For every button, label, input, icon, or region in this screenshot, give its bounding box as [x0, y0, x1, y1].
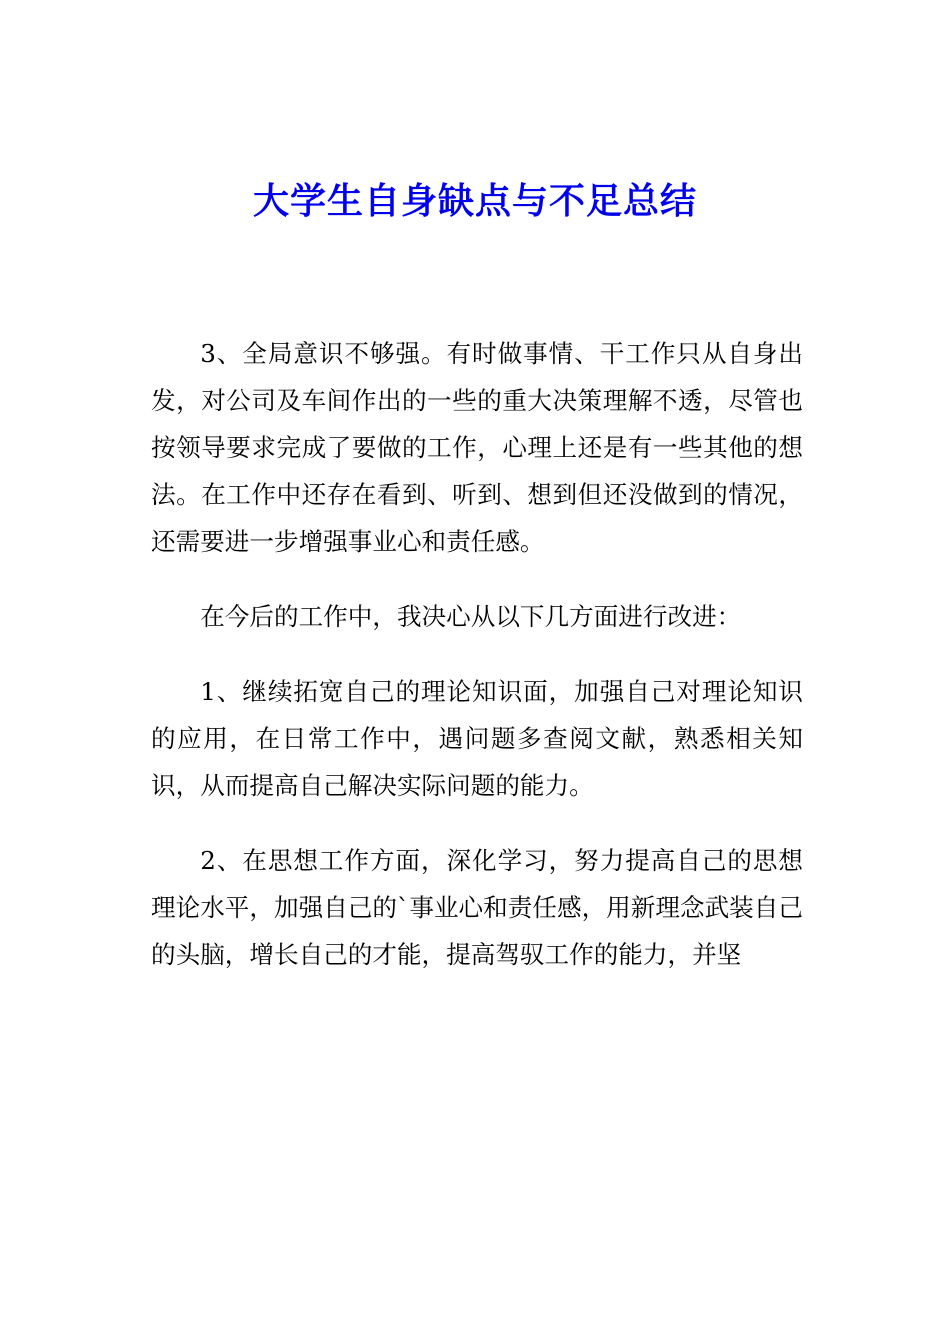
- paragraph-improvement-2: 2、在思想工作方面，深化学习，努力提高自己的思想理论水平，加强自己的`事业心和责任感，用新理念武装自己的头脑，增长自己的才能，提高驾驭工作的能力，并坚: [151, 846, 803, 969]
- paragraph-improvement-1: 1、继续拓宽自己的理论知识面，加强自己对理论知识的应用，在日常工作中，遇问题多查阅文献，熟悉相关知识，从而提高自己解决实际问题的能力。: [151, 677, 803, 800]
- paragraph-improvement-intro: 在今后的工作中，我决心从以下几方面进行改进：: [200, 602, 742, 631]
- document-title: 大学生自身缺点与不足总结: [252, 181, 697, 222]
- document-body: [151, 330, 803, 978]
- paragraph-global-awareness: 3、全局意识不够强。有时做事情、干工作只从自身出发，对公司及车间作出的一些的重大决策理解不透，尽管也按领导要求完成了要做的工作，心理上还是有一些其他的想法。在工作中还存在看到、听到、想到但还没做到的情况，还需要进一步增强事业心和责任感。: [151, 339, 803, 556]
